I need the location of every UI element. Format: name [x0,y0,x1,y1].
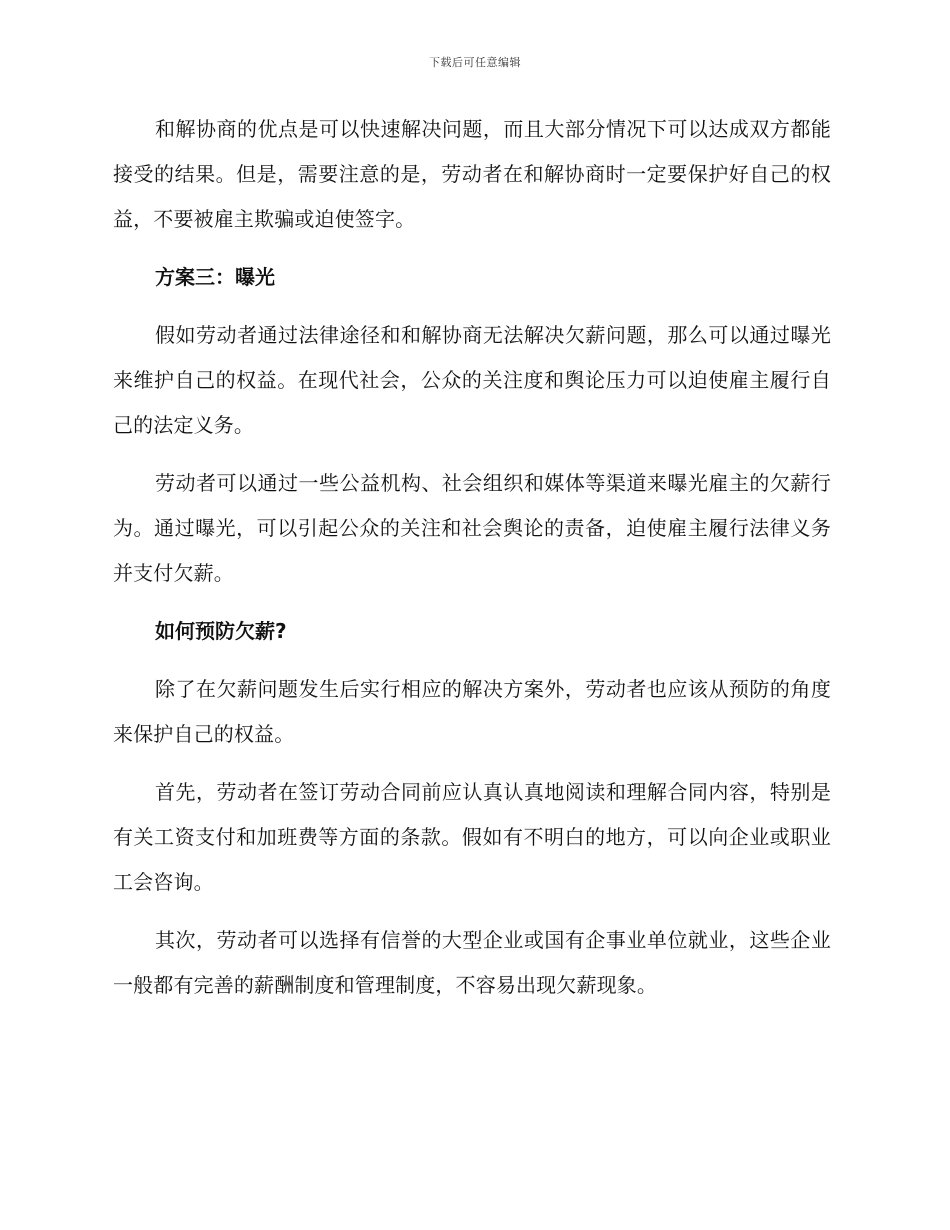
heading-prevention: 如何预防欠薪? [155,619,287,643]
header-note: 下载后可任意编辑 [429,56,521,69]
paragraph-exposure-channels: 劳动者可以通过一些公益机构、社会组织和媒体等渠道来曝光雇主的欠薪行为。通过曝光，可以引起公众的关注和社会舆论的责备，迫使雇主履行法律义务并支付欠薪。 [113,471,831,585]
paragraph-prevention-first: 首先，劳动者在签订劳动合同前应认真认真地阅读和理解合同内容，特别是有关工资支付和加班费等方面的条款。假如有不明白的地方，可以向企业或职业工会咨询。 [113,780,831,894]
paragraph-mediation-advantages: 和解协商的优点是可以快速解决问题，而且大部分情况下可以达成双方都能接受的结果。但是，需要注意的是，劳动者在和解协商时一定要保护好自己的权益，不要被雇主欺骗或迫使签字。 [113,117,831,231]
paragraph-prevention-second: 其次，劳动者可以选择有信誉的大型企业或国有企事业单位就业，这些企业一般都有完善的薪酬制度和管理制度，不容易出现欠薪现象。 [113,928,831,997]
heading-plan-three: 方案三：曝光 [155,265,275,289]
document-body [113,107,831,1021]
paragraph-exposure-intro: 假如劳动者通过法律途径和和解协商无法解决欠薪问题，那么可以通过曝光来维护自己的权益。在现代社会，公众的关注度和舆论压力可以迫使雇主履行自己的法定义务。 [113,323,831,437]
paragraph-prevention-intro: 除了在欠薪问题发生后实行相应的解决方案外，劳动者也应该从预防的角度来保护自己的权益。 [113,677,831,746]
